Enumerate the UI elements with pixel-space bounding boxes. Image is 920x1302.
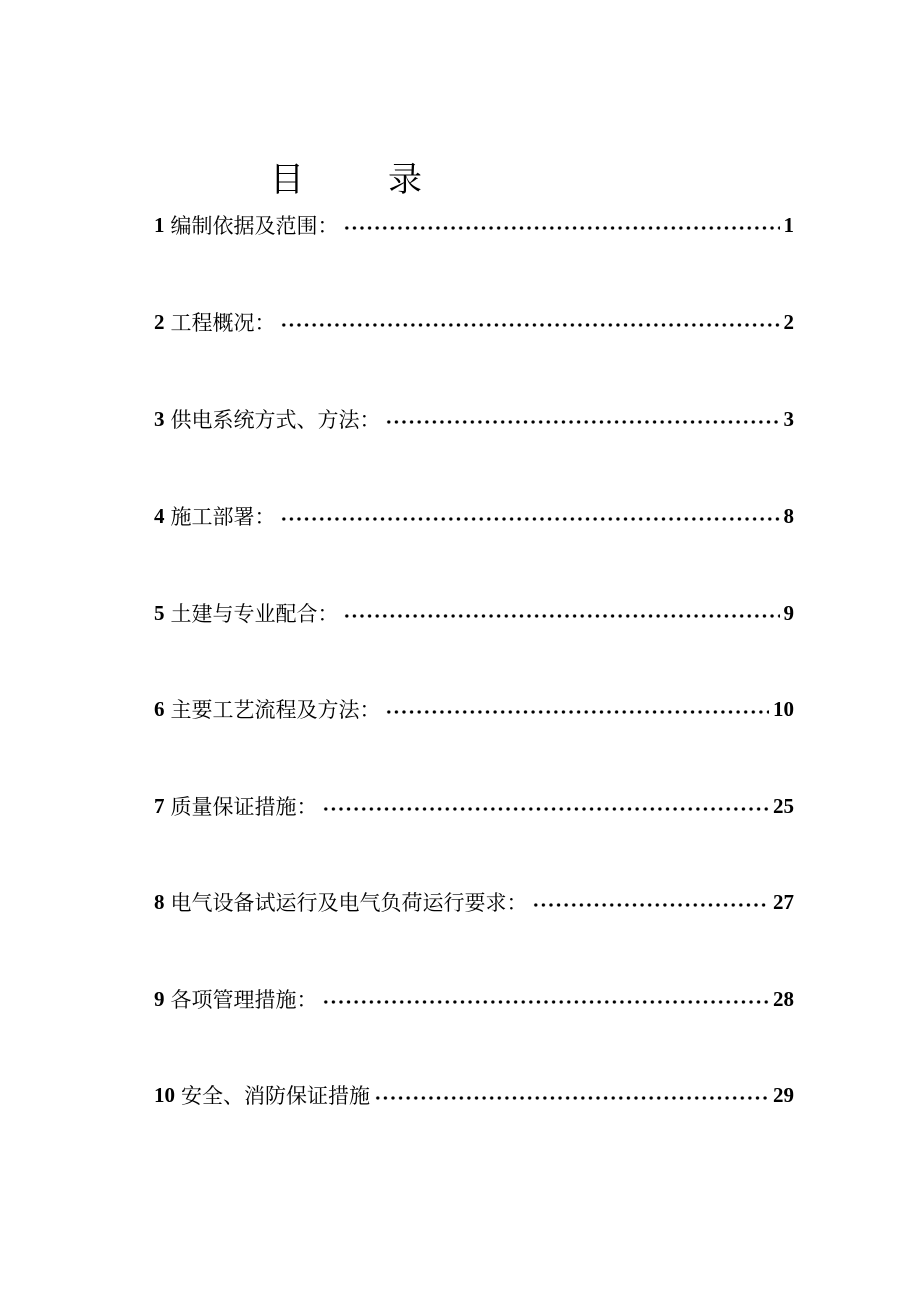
toc-entry-number: 6 [154, 696, 165, 721]
toc-dot-leader [322, 806, 770, 812]
toc-entry-page: 8 [783, 503, 794, 528]
toc-entry-number: 3 [154, 406, 165, 431]
toc-entry-page: 9 [783, 600, 794, 625]
toc-dot-leader [280, 516, 780, 522]
toc-entry-page: 1 [783, 212, 794, 237]
toc-entry[interactable] [154, 205, 794, 245]
toc-dot-leader [343, 613, 780, 619]
toc-entry[interactable] [154, 979, 794, 1019]
toc-entry[interactable] [154, 689, 794, 729]
toc-entry[interactable] [154, 1075, 794, 1115]
toc-entry-label: 施工部署： [170, 505, 276, 529]
toc-entry-number: 1 [154, 212, 165, 237]
toc-entry-page: 28 [773, 986, 794, 1011]
toc-entry[interactable] [154, 302, 794, 342]
toc-entry-number: 7 [154, 793, 165, 818]
toc-dot-leader [385, 419, 780, 425]
toc-dot-leader [343, 225, 780, 231]
toc-entry[interactable] [154, 593, 794, 633]
toc-entry-label: 土建与专业配合： [170, 602, 339, 626]
toc-entry-label: 主要工艺流程及方法： [170, 698, 381, 722]
toc-entry-number: 2 [154, 309, 165, 334]
toc-dot-leader [385, 709, 770, 715]
toc-entry-label: 质量保证措施： [170, 795, 318, 819]
toc-entry-number: 4 [154, 503, 165, 528]
toc-title-right: 录 [388, 160, 422, 200]
toc-entry-label: 供电系统方式、方法： [170, 408, 381, 432]
toc-dot-leader [280, 322, 780, 328]
toc-entry-label: 工程概况： [170, 311, 276, 335]
toc-entry[interactable] [154, 882, 794, 922]
toc-entry-page: 29 [773, 1082, 794, 1107]
toc-entry-label: 安全、消防保证措施 [181, 1084, 370, 1108]
toc-entry-page: 2 [783, 309, 794, 334]
toc-entry-page: 10 [773, 696, 794, 721]
toc-entry-number: 5 [154, 600, 165, 625]
toc-entry-label: 编制依据及范围： [170, 214, 339, 238]
toc-dot-leader [322, 999, 770, 1005]
toc-title-left: 目 [270, 160, 304, 200]
toc-entry-page: 27 [773, 889, 794, 914]
toc-entry-label: 电气设备试运行及电气负荷运行要求： [170, 891, 528, 915]
toc-title [270, 156, 422, 204]
toc-entry-number: 10 [154, 1082, 175, 1107]
toc-entry-number: 8 [154, 889, 165, 914]
toc-entry[interactable] [154, 399, 794, 439]
toc-entry-page: 25 [773, 793, 794, 818]
toc-entry-page: 3 [783, 406, 794, 431]
toc-entry-number: 9 [154, 986, 165, 1011]
toc-entry-label: 各项管理措施： [170, 988, 318, 1012]
toc-dot-leader [532, 902, 770, 908]
toc-entry[interactable] [154, 786, 794, 826]
toc-entry[interactable] [154, 496, 794, 536]
toc-dot-leader [374, 1095, 769, 1101]
